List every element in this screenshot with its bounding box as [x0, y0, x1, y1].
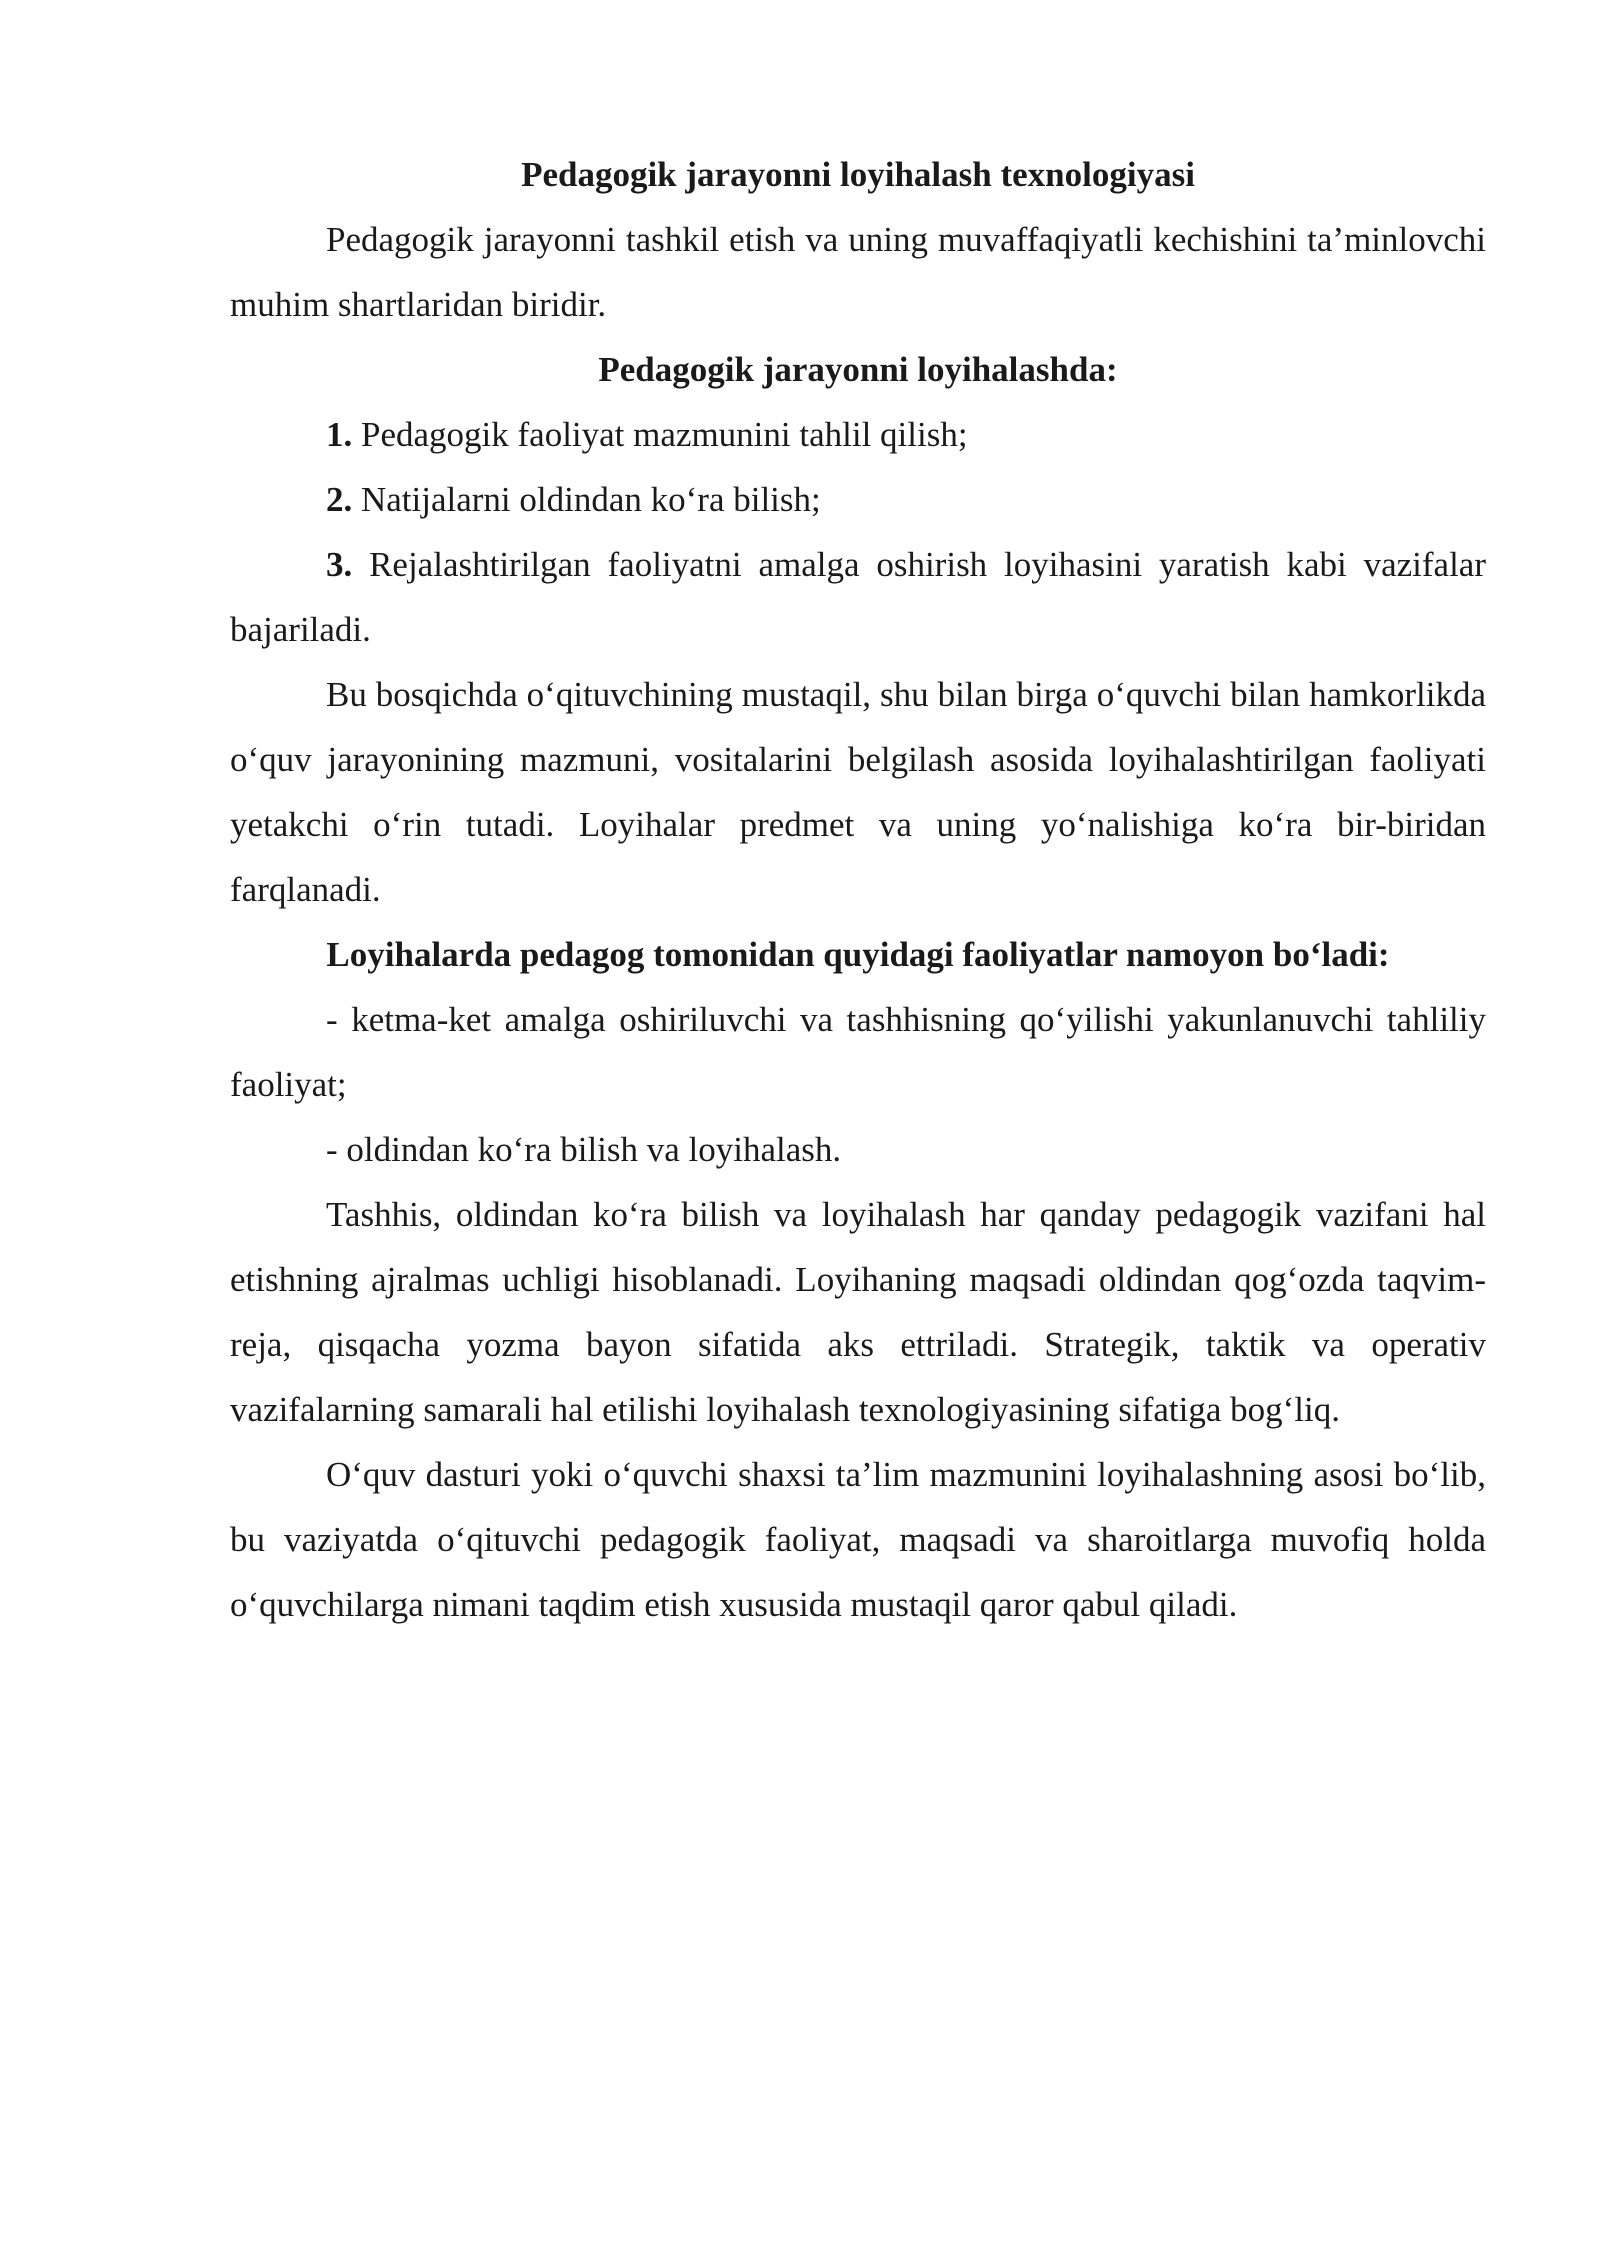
list-number: 2. [326, 480, 353, 519]
intro-paragraph: Pedagogik jarayonni tashkil etish va uning muvaffaqiyatli kechishini ta’minlovchi muhim shartlaridan biridir. [230, 220, 1486, 324]
dash-item-2: - oldindan ko‘ra bilish va loyihalash. [326, 1130, 842, 1169]
document-title: Pedagogik jarayonni loyihalash texnologiyasi [521, 155, 1195, 194]
body-paragraph-3: O‘quv dasturi yoki o‘quvchi shaxsi ta’lim mazmunini loyihalashning asosi bo‘lib, bu vaziyatda o‘qituvchi pedagogik faoliyat, maqsadi va sharoitlarga muvofiq holda o‘quvchilarga nimani taqdim etish xususida mustaqil qaror qabul qiladi. [230, 1455, 1486, 1624]
list-item-3 [230, 532, 1486, 662]
list-text: Rejalashtirilgan faoliyatni amalga oshirish loyihasini yaratish kabi vazifalar bajariladi. [230, 545, 1486, 649]
list-item-1 [230, 402, 1486, 467]
document-page [230, 142, 1486, 1637]
list-number: 3. [326, 545, 353, 584]
list-number: 1. [326, 415, 353, 454]
subheading-activities: Loyihalarda pedagog tomonidan quyidagi faoliyatlar namoyon bo‘ladi: [326, 935, 1390, 974]
body-paragraph-1: Bu bosqichda o‘qituvchining mustaqil, shu bilan birga o‘quvchi bilan hamkorlikda o‘quv jarayonining mazmuni, vositalarini belgilash asosida loyihalashtirilgan faoliyati yetakchi o‘rin tutadi. Loyihalar predmet va uning yo‘nalishiga ko‘ra bir-biridan farqlanadi. [230, 675, 1486, 909]
list-text: Pedagogik faoliyat mazmunini tahlil qilish; [352, 415, 968, 454]
subheading-design: Pedagogik jarayonni loyihalashda: [598, 350, 1118, 389]
dash-item-1: - ketma-ket amalga oshiriluvchi va tashhisning qo‘yilishi yakunlanuvchi tahliliy faoliyat; [230, 1000, 1486, 1104]
list-item-2 [230, 467, 1486, 532]
body-paragraph-2: Tashhis, oldindan ko‘ra bilish va loyihalash har qanday pedagogik vazifani hal etishning ajralmas uchligi hisoblanadi. Loyihaning maqsadi oldindan qog‘ozda taqvim-reja, qisqacha yozma bayon sifatida aks ettriladi. Strategik, taktik va operativ vazifalarning samarali hal etilishi loyihalash texnologiyasining sifatiga bog‘liq. [230, 1195, 1486, 1429]
list-text: Natijalarni oldindan ko‘ra bilish; [352, 480, 821, 519]
